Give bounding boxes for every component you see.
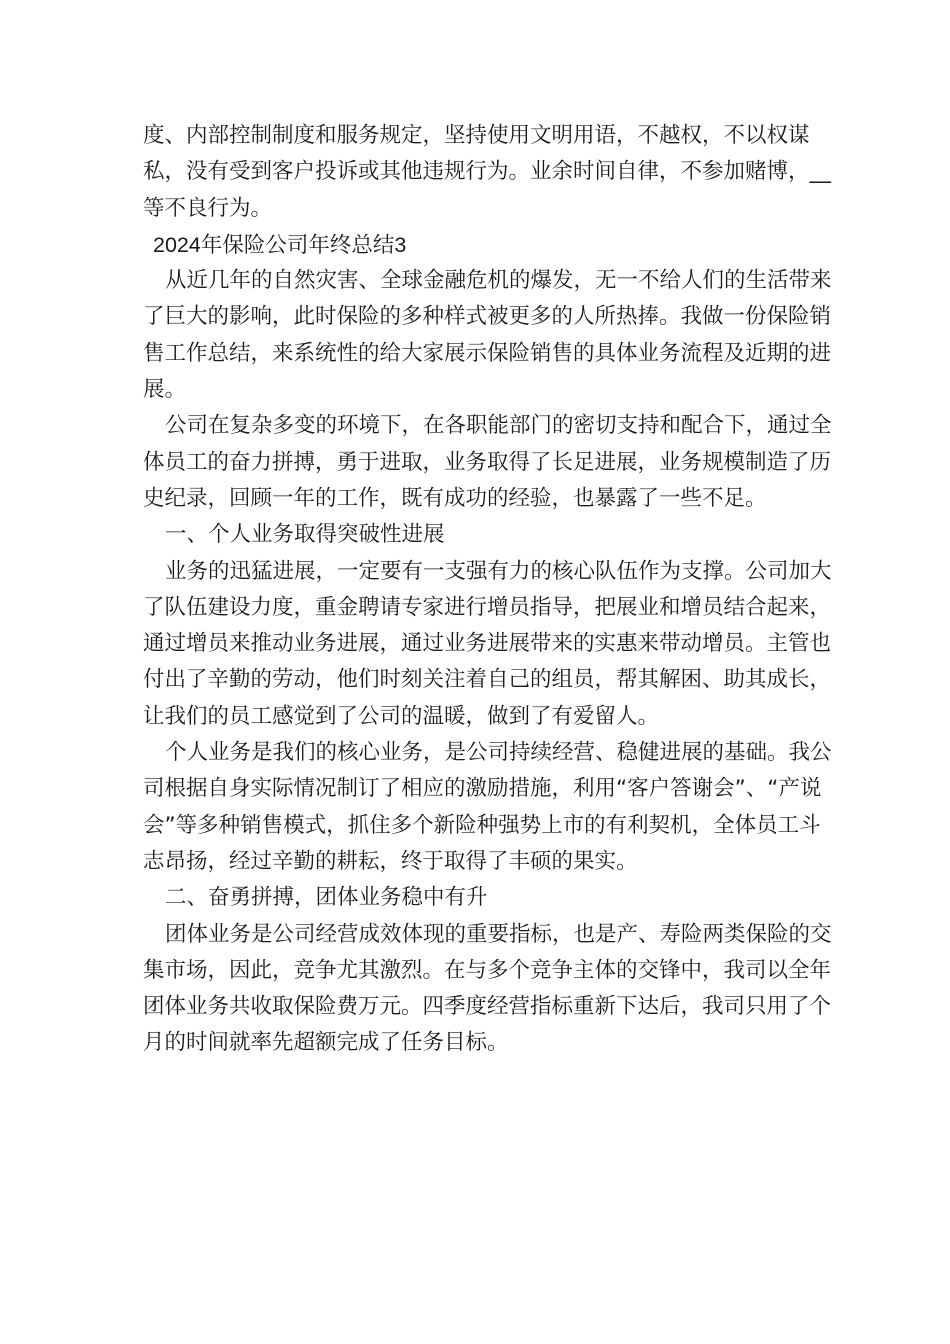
heading-group-business: 二、奋勇拼搏，团体业务稳中有升 — [165, 885, 488, 911]
paragraph-overview: 公司在复杂多变的环境下，在各职能部门的密切支持和配合下，通过全体员工的奋力拼搏，勇于进取，业务取得了长足进展，业务规模制造了历史纪录，回顾一年的工作，既有成功的经验，也暴露了一些不足。 — [143, 413, 832, 511]
paragraph-intro: 从近几年的自然灾害、全球金融危机的爆发，无一不给人们的生活带来了巨大的影响，此时保险的多种样式被更多的人所热捧。我做一份保险销售工作总结，来系统性的给大家展示保险销售的具体业务流程及近期的进展。 — [143, 268, 832, 403]
document-body — [143, 118, 833, 1062]
paragraph-team-building: 业务的迅猛进展，一定要有一支强有力的核心队伍作为支撑。公司加大了队伍建设力度，重金聘请专家进行增员指导，把展业和增员结合起来，通过增员来推动业务进展，通过业务进展带来的实惠来带动增员。主管也付出了辛勤的劳动，他们时刻关注着自己的组员，帮其解困、助其成长，让我们的员工感觉到了公司的温暖，做到了有爱留人。 — [143, 558, 832, 729]
section-title: 2024年保险公司年终总结3 — [153, 232, 407, 257]
paragraph-personal-business: 个人业务是我们的核心业务，是公司持续经营、稳健进展的基础。我公司根据自身实际情况制订了相应的激励措施，利用“客户答谢会”、“产说会”等多种销售模式，抓住多个新险种强势上市的有利契机，全体员工斗志昂扬，经过辛勤的耕耘，终于取得了丰硕的果实。 — [143, 740, 832, 874]
paragraph-continuation: 度、内部控制制度和服务规定，坚持使用文明用语，不越权，不以权谋私，没有受到客户投诉或其他违规行为。业余时间自律，不参加赌博，__等不良行为。 — [143, 123, 832, 221]
heading-personal-business: 一、个人业务取得突破性进展 — [165, 522, 445, 548]
paragraph-group-business: 团体业务是公司经营成效体现的重要指标，也是产、寿险两类保险的交集市场，因此，竞争尤其激烈。在与多个竞争主体的交锋中，我司以全年团体业务共收取保险费万元。四季度经营指标重新下达后，我司只用了个月的时间就率先超额完成了任务目标。 — [143, 921, 832, 1056]
